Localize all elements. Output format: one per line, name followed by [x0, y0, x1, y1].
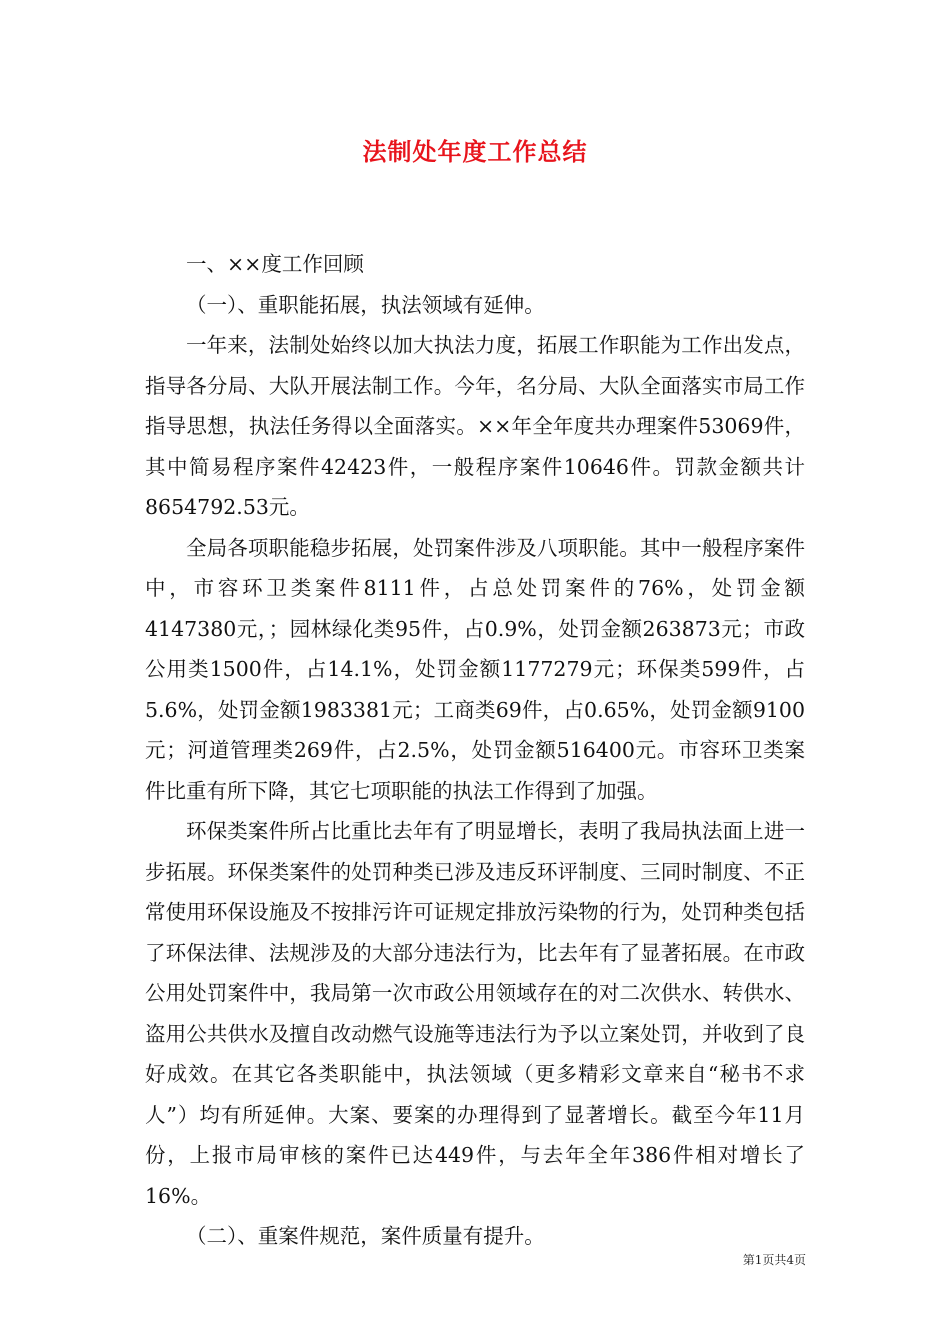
subsection-heading: （一）、重职能拓展，执法领域有延伸。 [186, 292, 545, 317]
document-title: 法制处年度工作总结 [362, 138, 588, 166]
body-paragraph: 一年来，法制处始终以加大执法力度，拓展工作职能为工作出发点，指导各分局、大队开展法制工作。今年，名分局、大队全面落实市局工作指导思想，执法任务得以全面落实。××年全年度共办理案件53069件，其中简易程序案件42423件，一般程序案件10646件。罚款金额共计8654792.53元。 [145, 333, 805, 519]
section-heading: 一、××度工作回顾 [186, 252, 364, 276]
body-paragraph: 环保类案件所占比重比去年有了明显增长，表明了我局执法面上进一步拓展。环保类案件的处罚种类已涉及违反环评制度、三同时制度、不正常使用环保设施及不按排污许可证规定排放污染物的行为，处罚种类包括了环保法律、法规涉及的大部分违法行为，比去年有了显著拓展。在市政公用处罚案件中，我局第一次市政公用领域存在的对二次供水、转供水、盗用公共供水及擅自改动燃气设施等违法行为予以立案处罚，并收到了良好成效。在其它各类职能中，执法领域（更多精彩文章来自“秘书不求人”）均有所延伸。大案、要案的办理得到了显著增长。截至今年11月份，上报市局审核的案件已达449件，与去年全年386件相对增长了16%。 [145, 819, 805, 1208]
page-number: 第1页共4页 [742, 1253, 806, 1267]
subsection-heading: （二）、重案件规范，案件质量有提升。 [186, 1224, 545, 1248]
body-paragraph: 全局各项职能稳步拓展，处罚案件涉及八项职能。其中一般程序案件中，市容环卫类案件8111件，占总处罚案件的76%，处罚金额4147380元，；园林绿化类95件，占0.9%，处罚金额263873元；市政公用类1500件，占14.1%，处罚金额1177279元；环保类599件，占5.6%，处罚金额1983381元；工商类69件，占0.65%，处罚金额9100元；河道管理类269件，占2.5%，处罚金额516400元。市容环卫类案件比重有所下降，其它七项职能的执法工作得到了加强。 [145, 535, 805, 803]
document-body [145, 244, 805, 1257]
